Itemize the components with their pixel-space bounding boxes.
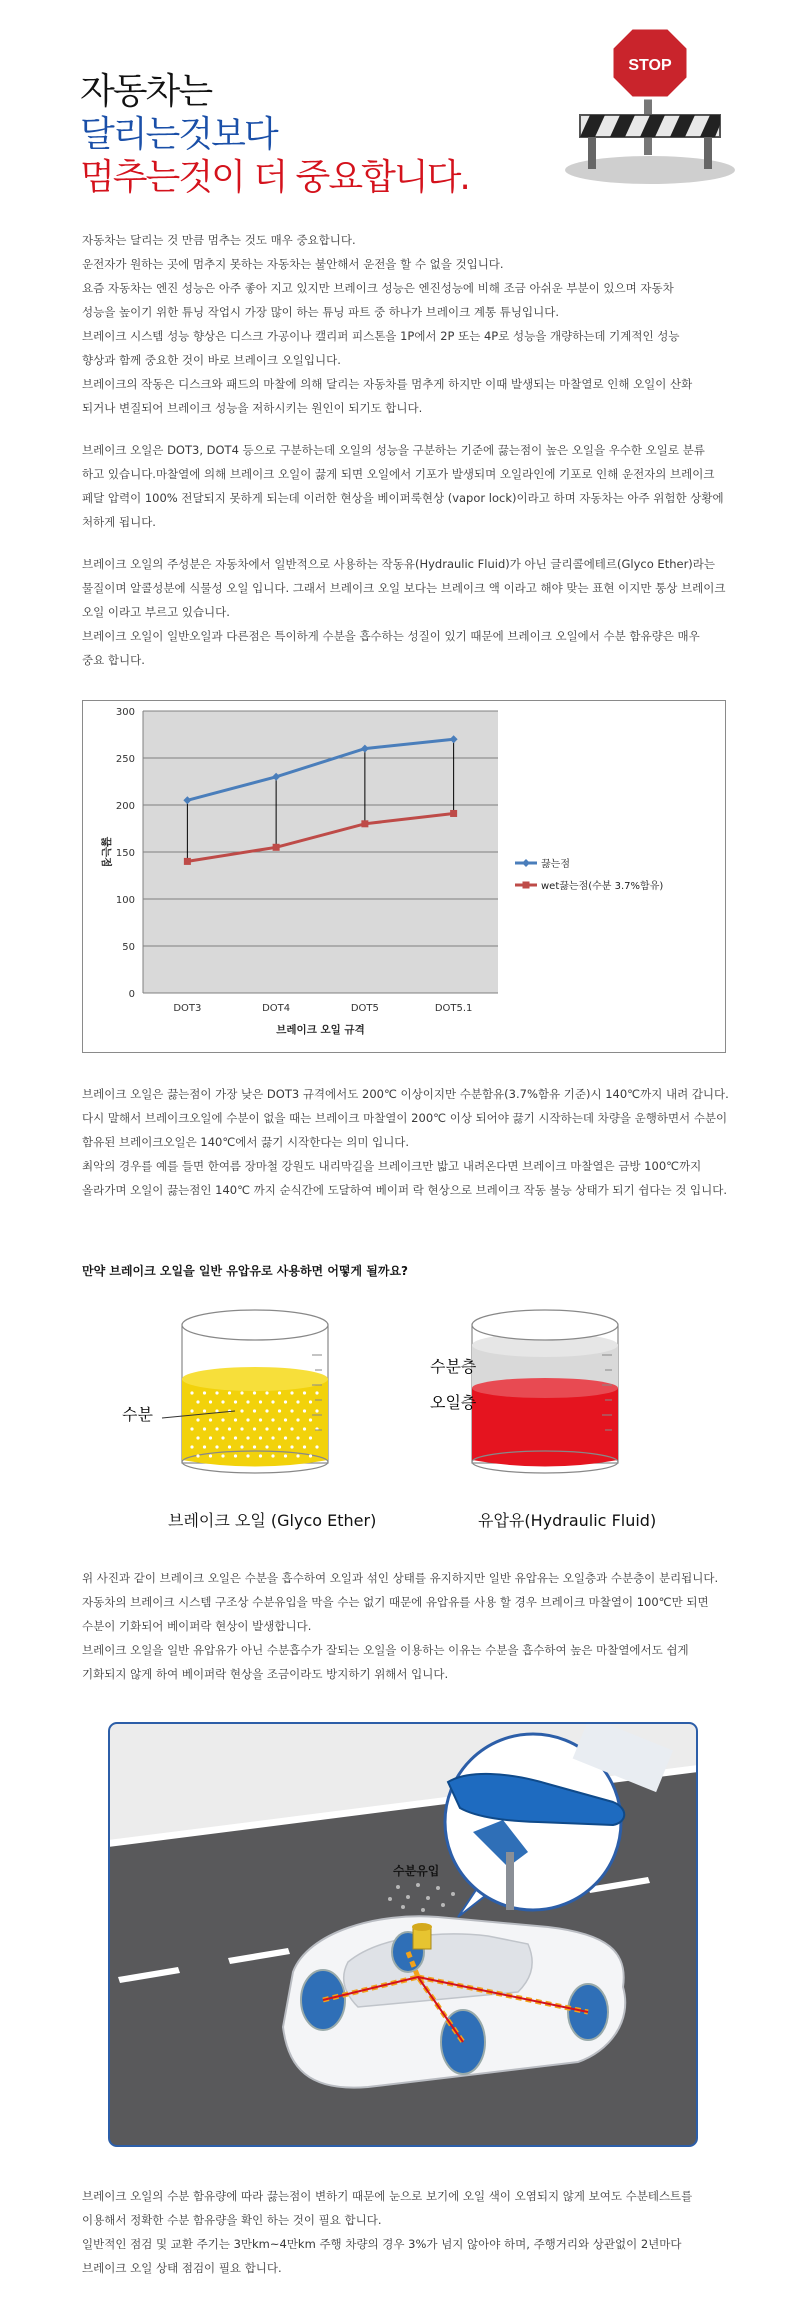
chart-point — [361, 820, 368, 827]
chart-legend-label: wet끓는점(수분 3.7%함유) — [541, 881, 664, 892]
chart-legend-marker — [522, 859, 530, 867]
chart-point — [273, 844, 280, 851]
water-bubble — [296, 1436, 299, 1439]
water-bubble — [234, 1436, 237, 1439]
chart-y-tick-label: 300 — [115, 707, 135, 718]
boiling-point-chart — [82, 700, 726, 1053]
water-bubble — [209, 1418, 212, 1421]
chart-y-tick-label: 0 — [128, 989, 135, 1000]
chart-point — [450, 810, 457, 817]
water-bubble — [284, 1418, 287, 1421]
water-bubble — [296, 1454, 299, 1457]
water-bubble — [246, 1418, 249, 1421]
water-layer-label: 수분층 — [430, 1357, 477, 1376]
water-bubble — [228, 1427, 231, 1430]
brake-oil-beaker — [162, 1310, 328, 1473]
water-bubble — [203, 1409, 206, 1412]
water-bubble — [278, 1427, 281, 1430]
water-bubble — [271, 1400, 274, 1403]
water-bubble — [315, 1391, 318, 1394]
chart-y-tick-label: 100 — [115, 895, 135, 906]
water-bubble — [284, 1436, 287, 1439]
beaker-comparison-illustration — [100, 1295, 720, 1495]
chart-y-tick-label: 250 — [115, 754, 135, 765]
water-bubble — [190, 1445, 193, 1448]
chart-legend-label: 끓는점 — [541, 859, 570, 870]
chart-x-tick-label: DOT3 — [173, 1003, 202, 1014]
water-bubble — [234, 1418, 237, 1421]
water-bubble — [215, 1445, 218, 1448]
chart-point — [184, 858, 191, 865]
water-bubble — [296, 1400, 299, 1403]
chart-y-tick-label: 50 — [122, 942, 135, 953]
water-bubble — [253, 1391, 256, 1394]
water-bubble — [215, 1391, 218, 1394]
water-bubble — [309, 1436, 312, 1439]
water-bubble — [253, 1409, 256, 1412]
water-bubble — [228, 1445, 231, 1448]
stop-sign-text: STOP — [628, 57, 672, 74]
water-bubble — [215, 1427, 218, 1430]
water-bubble — [290, 1427, 293, 1430]
boiling-point-paragraph: 브레이크 오일은 끓는점이 가장 낮은 DOT3 규격에서도 200℃ 이상이지만 수분함유(3.7%함유 기준)시 140℃까지 내려 갑니다. 다시 말해서 브레이크오일에 수분이 없을 때는 브레이크 마찰열이 200℃ 이상 되어야 끓기 시작하는데 차량을 운행하면서 수분이 함유된 브레이크오일은 140℃에서 끓기 시작한다는 의미 입니다. 최악의 경우를 예를 들면 한여름 장마철 강원도 내리막길을 브레이크만 밟고 내려온다면 브레이크 마찰열은 금방 100℃까지 올라가며 오일이 끓는점인 140℃ 까지 순식간에 도달하여 베이퍼 락 현상으로 브레이크 작동 불능 상태가 되기 쉽다는 것 입니다. — [82, 1087, 729, 1197]
water-bubble — [221, 1418, 224, 1421]
chart-x-tick-label: DOT5 — [350, 1003, 379, 1014]
water-bubble — [196, 1418, 199, 1421]
headline-line-3: 멈추는것이 더 중요합니다. — [80, 157, 469, 198]
water-bubble — [240, 1391, 243, 1394]
water-bubble — [315, 1409, 318, 1412]
water-bubble — [303, 1391, 306, 1394]
water-bubble — [246, 1454, 249, 1457]
water-bubble — [228, 1391, 231, 1394]
water-bubble — [221, 1436, 224, 1439]
water-bubble — [290, 1391, 293, 1394]
chart-x-tick-label: DOT5.1 — [434, 1003, 473, 1014]
water-bubble — [309, 1454, 312, 1457]
water-bubble — [290, 1409, 293, 1412]
water-bubble — [203, 1391, 206, 1394]
water-bubble — [196, 1400, 199, 1403]
water-bubble — [246, 1400, 249, 1403]
water-inflow-label: 수분유입 — [393, 1864, 440, 1878]
water-bubble — [240, 1409, 243, 1412]
question-heading: 만약 브레이크 오일을 일반 유압유로 사용하면 어떻게 될까요? — [82, 1264, 409, 1278]
water-bubble — [190, 1427, 193, 1430]
water-bubble — [253, 1427, 256, 1430]
chart-y-axis-label: 끓는점 — [100, 836, 112, 868]
water-bubble — [296, 1418, 299, 1421]
water-bubble — [315, 1445, 318, 1448]
headline-line-2: 달리는것보다 — [80, 114, 277, 155]
water-bubble — [265, 1409, 268, 1412]
water-bubble — [209, 1436, 212, 1439]
water-bubble — [303, 1409, 306, 1412]
water-bubble — [265, 1427, 268, 1430]
water-bubble — [265, 1391, 268, 1394]
water-label: 수분 — [122, 1405, 153, 1424]
chart-x-tick-label: DOT4 — [262, 1003, 291, 1014]
composition-paragraph: 브레이크 오일의 주성분은 자동차에서 일반적으로 사용하는 작동유(Hydraulic Fluid)가 아닌 글리콜에테르(Glyco Ether)라는 물질이며 알콜성분에 식물성 오일 입니다. 그래서 브레이크 오일 보다는 브레이크 액 이라고 해야 맞는 표현 이지만 통상 브레이크 오일 이라고 부르고 있습니다. 브레이크 오일이 일반오일과 다른점은 특이하게 수분을 흡수하는 성질이 있기 때문에 브레이크 오일에서 수분 함유량은 매우 중요 합니다. — [82, 557, 726, 667]
hydraulic-fluid-beaker — [472, 1310, 618, 1473]
water-bubble — [278, 1445, 281, 1448]
water-bubble — [271, 1418, 274, 1421]
water-bubble — [303, 1445, 306, 1448]
water-bubble — [309, 1400, 312, 1403]
water-bubble — [240, 1445, 243, 1448]
chart-y-tick-label: 150 — [115, 848, 135, 859]
chart-y-tick-label: 200 — [115, 801, 135, 812]
water-bubble — [259, 1400, 262, 1403]
water-bubble — [284, 1400, 287, 1403]
water-bubble — [209, 1400, 212, 1403]
dot-paragraph: 브레이크 오일은 DOT3, DOT4 등으로 구분하는데 오일의 성능을 구분하는 기준에 끓는점이 높은 오일을 우수한 오일로 분류 하고 있습니다.마찰열에 의해 브레이크 오일이 끓게 되면 오일에서 기포가 발생되며 오일라인에 기포로 인해 운전자의 브레이크 페달 압력이 100% 전달되지 못하게 되는데 이러한 현상을 베이퍼룩현상 (vapor lock)이라고 하며 자동차는 아주 위험한 상황에 처하게 됩니다. — [82, 443, 724, 529]
hydraulic-fluid-caption: 유압유(Hydraulic Fluid) — [478, 1511, 657, 1530]
water-bubble — [253, 1445, 256, 1448]
water-bubble — [203, 1427, 206, 1430]
water-bubble — [234, 1400, 237, 1403]
water-bubble — [309, 1418, 312, 1421]
water-bubble — [190, 1391, 193, 1394]
hydraulic-paragraph: 위 사진과 같이 브레이크 오일은 수분을 흡수하여 오일과 섞인 상태를 유지하지만 일반 유압유는 오일층과 수분층이 분리됩니다. 자동차의 브레이크 시스템 구조상 수분유입을 막을 수는 없기 때문에 유압유를 사용 할 경우 브레이크 마찰열이 100℃만 되면 수분이 기화되어 베이퍼락 현상이 발생합니다. 브레이크 오일을 일반 유압유가 아닌 수분흡수가 잘되는 오일을 이용하는 이유는 수분을 흡수하여 높은 마찰열에서도 쉽게 기화되지 않게 하여 베이퍼락 현상을 조금이라도 방지하기 위해서 입니다. — [82, 1571, 719, 1681]
water-bubble — [196, 1454, 199, 1457]
oil-layer-label: 오일층 — [430, 1393, 477, 1412]
water-bubble — [190, 1409, 193, 1412]
water-bubble — [290, 1445, 293, 1448]
water-bubble — [246, 1436, 249, 1439]
water-bubble — [259, 1418, 262, 1421]
water-bubble — [265, 1445, 268, 1448]
chart-legend-marker — [523, 882, 530, 889]
water-bubble — [209, 1454, 212, 1457]
chart-x-axis-label: 브레이크 오일 규격 — [276, 1024, 365, 1036]
water-bubble — [221, 1400, 224, 1403]
water-bubble — [221, 1454, 224, 1457]
water-bubble — [196, 1436, 199, 1439]
water-bubble — [278, 1391, 281, 1394]
water-bubble — [284, 1454, 287, 1457]
water-bubble — [271, 1454, 274, 1457]
water-bubble — [259, 1454, 262, 1457]
water-bubble — [303, 1427, 306, 1430]
water-bubble — [203, 1445, 206, 1448]
headline-line-1: 자동차는 — [80, 71, 212, 112]
water-bubble — [240, 1427, 243, 1430]
intro-paragraph: 자동차는 달리는 것 만큼 멈추는 것도 매우 중요합니다. 운전자가 원하는 곳에 멈추지 못하는 자동차는 불안해서 운전을 할 수 없을 것입니다. 요즘 자동차는 엔진 성능은 아주 좋아 지고 있지만 브레이크 성능은 엔진성능에 비해 조금 아쉬운 부분이 있으며 자동차 성능을 높이기 위한 튜닝 작업시 가장 많이 하는 튜닝 파트 중 하나가 브레이크 계통 튜닝입니다. 브레이크 시스템 성능 향상은 디스크 가공이나 캘리퍼 피스톤을 1P에서 2P 또는 4P로 성능을 개량하는데 기계적인 성능 향상과 함께 중요한 것이 바로 브레이크 오일입니다. 브레이크의 작동은 디스크와 패드의 마찰에 의해 달리는 자동차를 멈추게 하지만 이때 발생되는 마찰열로 인해 오일이 산화 되거나 변질되어 브레이크 성능을 저하시키는 원인이 되기도 합니다. — [82, 233, 693, 415]
water-bubble — [278, 1409, 281, 1412]
water-bubble — [271, 1436, 274, 1439]
brake-oil-caption: 브레이크 오일 (Glyco Ether) — [168, 1511, 377, 1530]
water-bubble — [234, 1454, 237, 1457]
water-bubble — [259, 1436, 262, 1439]
stop-sign-illustration — [560, 20, 740, 190]
maintenance-paragraph: 브레이크 오일의 수분 함유량에 따라 끓는점이 변하기 때문에 눈으로 보기에 오일 색이 오염되지 않게 보여도 수분테스트를 이용해서 정확한 수분 함유량을 확인 하는 것이 필요 합니다. 일반적인 점검 및 교환 주기는 3만km~4만km 주행 차량의 경우 3%가 넘지 않아야 하며, 주행거리와 상관없이 2년마다 브레이크 오일 상태 점검이 필요 합니다. — [82, 2189, 693, 2275]
car-brake-illustration — [108, 1722, 698, 2147]
chart-svg — [83, 701, 725, 1052]
